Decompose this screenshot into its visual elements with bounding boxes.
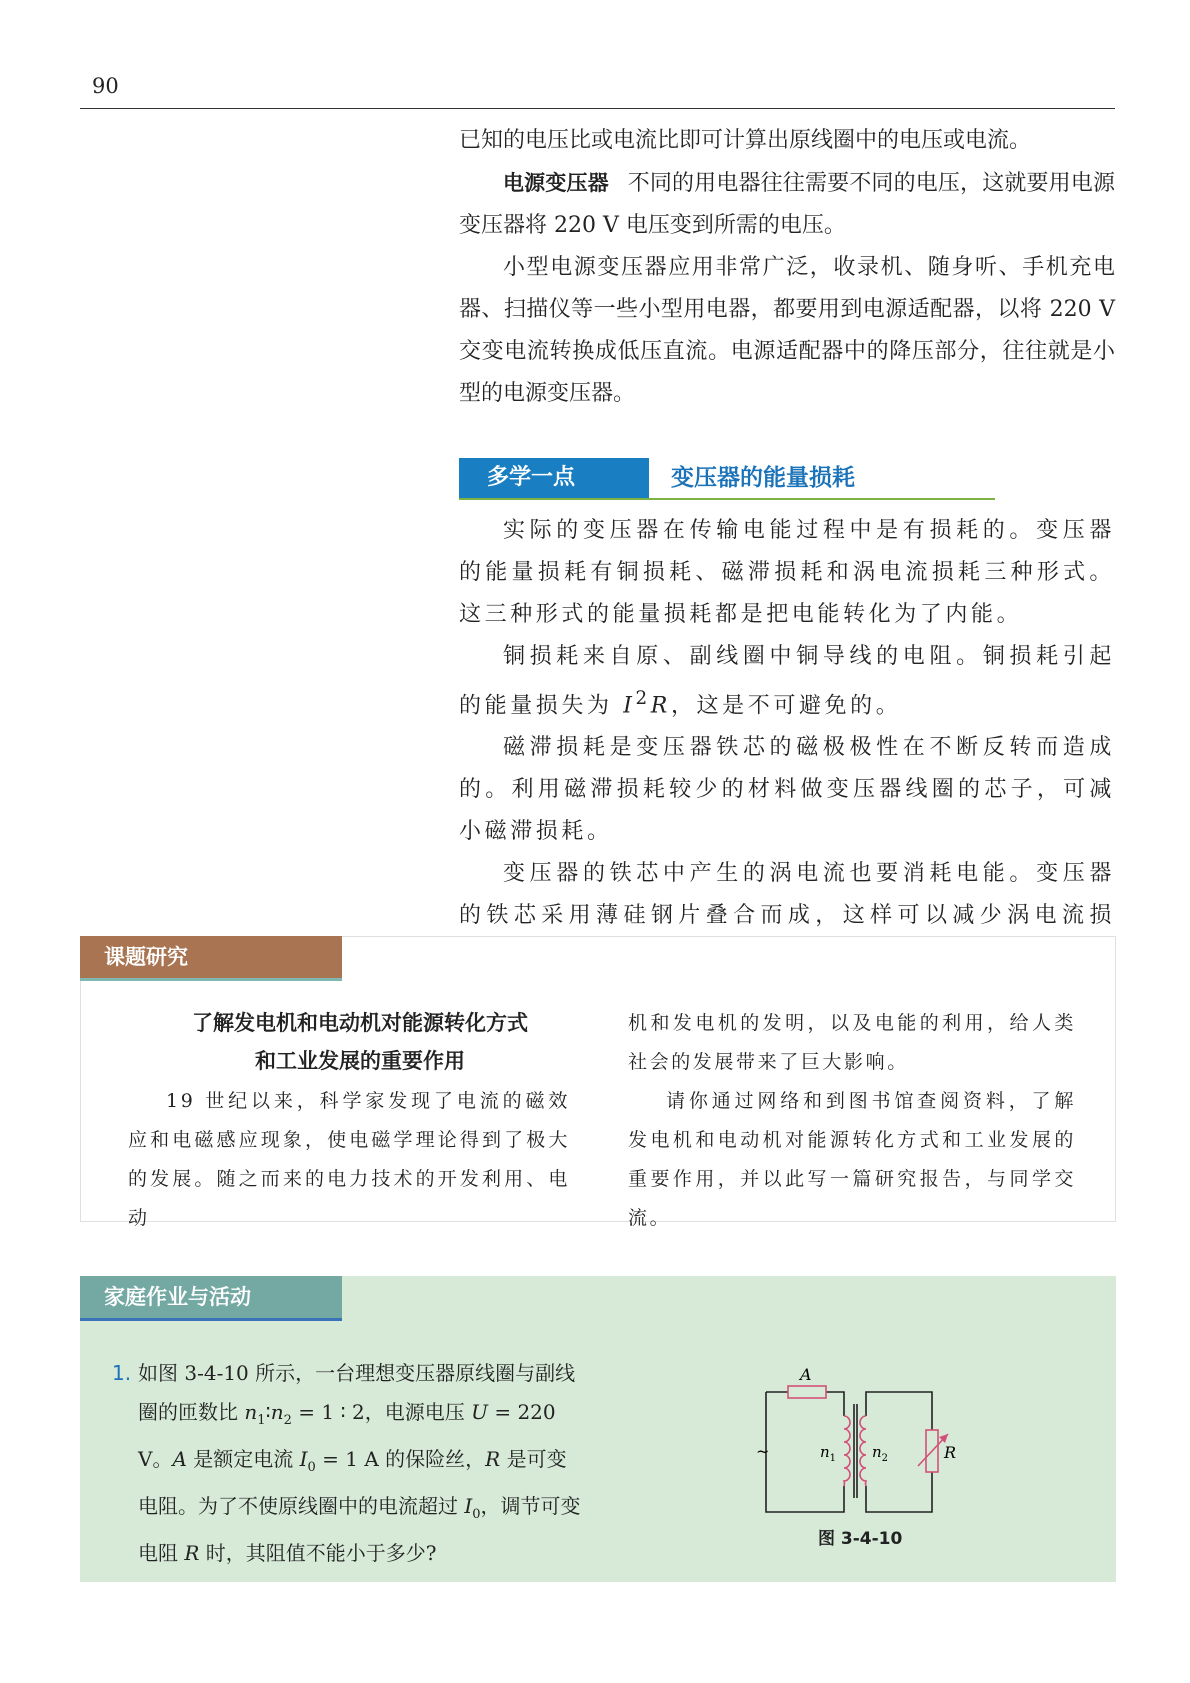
- learn-more-body: [459, 510, 1115, 979]
- research-right-column: [628, 1004, 1076, 1238]
- paragraph-eddy-loss: 变压器的铁芯中产生的涡电流也要消耗电能。变压器的铁芯采用薄硅钢片叠合而成，这样可以减少涡电流损: [459, 861, 1115, 929]
- symbol-n: n: [270, 1400, 284, 1424]
- secondary-coil-icon: [860, 1416, 866, 1486]
- research-paragraph-1-cont: 机和发电机的发明，以及电能的利用，给人类社会的发展带来了巨大影响。: [628, 1012, 1076, 1073]
- primary-coil-icon: [844, 1416, 850, 1486]
- symbol-U: U: [471, 1400, 488, 1424]
- text: 是额定电流: [186, 1447, 300, 1471]
- homework-question-1: [112, 1354, 582, 1573]
- symbol-I: I: [299, 1447, 308, 1471]
- lead-term: 电源变压器: [503, 171, 609, 195]
- subscript: 0: [307, 1460, 316, 1475]
- text: 是可变电阻。为了不使原线圈中的电流超过: [138, 1447, 567, 1518]
- homework-tag: 家庭作业与活动: [80, 1276, 342, 1318]
- paragraph-text: 不同的用电器往往需要不同的电压，这就要用电源变压器将 220 V 电压变到所需的电压。: [459, 171, 1115, 238]
- label-n2: $n_2$: [872, 1443, 889, 1464]
- research-title-line1: 了解发电机和电动机对能源转化方式: [192, 1011, 528, 1035]
- label-A: A: [800, 1365, 812, 1384]
- research-title: [130, 1004, 590, 1080]
- text: = 220 V。: [138, 1400, 556, 1471]
- primary-bottom-wire: [766, 1392, 844, 1512]
- research-paragraph-1: 19 世纪以来，科学家发现了电流的磁效应和电磁感应现象，使电磁学理论得到了极大的发展。随之而来的电力技术的开发利用、电动: [128, 1090, 570, 1229]
- text: = 1 A 的保险丝，: [315, 1447, 486, 1471]
- symbol-R: R: [184, 1541, 200, 1565]
- subscript: 2: [283, 1413, 292, 1428]
- text: 如图 3-4-10 所示，一台理想变压器原线圈与副线圈的匝数比: [138, 1361, 576, 1424]
- paragraph-hysteresis-loss: 磁滞损耗是变压器铁芯的磁极极性在不断反转而造成的。利用磁滞损耗较少的材料做变压器线圈的芯子，可减小磁滞损耗。: [459, 735, 1115, 845]
- page-number: 90: [92, 74, 119, 98]
- exponent: 2: [635, 688, 651, 709]
- paragraph-continuation: 已知的电压比或电流比即可计算出原线圈中的电压或电流。: [459, 128, 1032, 153]
- subscript: 0: [472, 1507, 481, 1522]
- learn-more-tag: 多学一点: [459, 458, 649, 498]
- research-left-column: [128, 1082, 570, 1238]
- label-n1: $n_1$: [820, 1443, 837, 1464]
- text: ，调节可变电阻: [138, 1494, 581, 1565]
- symbol-R: R: [650, 693, 671, 719]
- homework-tag-rule: [80, 1318, 342, 1321]
- learn-more-title: 变压器的能量损耗: [671, 465, 855, 491]
- research-title-line2: 和工业发展的重要作用: [255, 1049, 465, 1073]
- fuse-icon: [788, 1386, 826, 1398]
- paragraph-power-transformer: [459, 162, 1115, 247]
- paragraph-losses: 实际的变压器在传输电能过程中是有损耗的。变压器的能量损耗有铜损耗、磁滞损耗和涡电流损耗三种形式。这三种形式的能量损耗都是把电能转化为了内能。: [459, 518, 1115, 627]
- label-source: ~: [756, 1442, 770, 1461]
- ratio-sign: ∶: [265, 1400, 271, 1424]
- symbol-A: A: [172, 1447, 187, 1471]
- symbol-I: I: [623, 693, 636, 719]
- learn-more-underline: [459, 498, 995, 500]
- primary-top-wire: [766, 1392, 844, 1416]
- secondary-bottom-wire: [866, 1472, 932, 1512]
- paragraph-copper-loss: [459, 636, 1115, 727]
- figure-caption: 图 3-4-10: [818, 1529, 903, 1549]
- question-text: [112, 1354, 582, 1573]
- label-R: R: [944, 1443, 957, 1462]
- header-rule: [80, 108, 1115, 109]
- circuit-diagram: [748, 1362, 988, 1540]
- symbol-n: n: [244, 1400, 258, 1424]
- learn-more-header: [459, 458, 995, 500]
- text: 铜损耗来自原、副线圈中铜导线的电阻。铜损耗引起的能量损失为: [459, 644, 1115, 719]
- text: 时，其阻值不能小于多少?: [199, 1541, 437, 1565]
- symbol-I: I: [464, 1494, 473, 1518]
- text: = 1 ∶ 2，电源电压: [291, 1400, 472, 1424]
- research-tag-rule: [80, 978, 342, 981]
- symbol-R: R: [485, 1447, 501, 1471]
- research-tag: 课题研究: [80, 936, 342, 978]
- text: ，这是不可避免的。: [670, 693, 902, 719]
- subscript: 1: [257, 1413, 266, 1428]
- research-paragraph-2: 请你通过网络和到图书馆查阅资料，了解发电机和电动机对能源转化方式和工业发展的重要作用，并以此写一篇研究报告，与同学交流。: [628, 1090, 1076, 1229]
- paragraph-small-transformer: 小型电源变压器应用非常广泛，收录机、随身听、手机充电器、扫描仪等一些小型用电器，都要用到电源适配器，以将 220 V 交变电流转换成低压直流。电源适配器中的降压部分，往往就是小型的电源变压器。: [459, 255, 1115, 406]
- question-number: 1.: [112, 1361, 132, 1385]
- main-text: [459, 120, 1115, 415]
- secondary-top-wire: [866, 1392, 932, 1430]
